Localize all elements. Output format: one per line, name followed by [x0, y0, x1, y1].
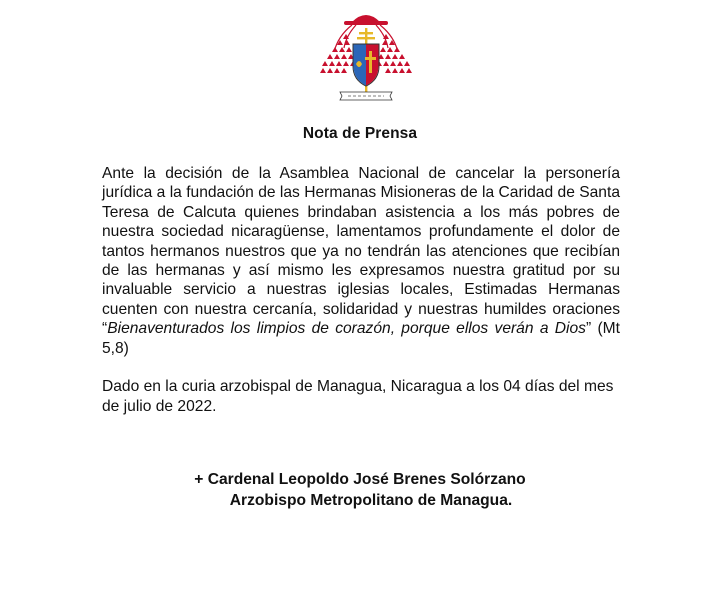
signature-block: [0, 469, 720, 511]
galero-brim: [344, 21, 388, 25]
tassels-right: [376, 34, 412, 73]
document-title: Nota de Prensa: [302, 125, 418, 142]
shield-cross: [369, 51, 372, 73]
bible-quote: Bienaventurados los limpios de corazón, porque ellos verán a Dios: [107, 320, 586, 338]
coat-of-arms-icon: [318, 6, 414, 106]
signer-name: + Cardenal Leopoldo José Brenes Solórzano: [194, 471, 526, 488]
press-release-body: [102, 164, 620, 358]
cross-bar-bottom: [357, 37, 375, 39]
closing-date-line: Dado en la curia arzobispal de Managua, Nicaragua a los 04 días del mes de julio de 2022.: [102, 378, 614, 415]
cross-bar-top: [359, 32, 373, 34]
body-part-2: ” (Mt 5,8): [102, 320, 620, 357]
shield-cross-bar: [365, 57, 376, 60]
shield-right-half: [366, 45, 379, 86]
body-part-1: Ante la decisión de la Asamblea Nacional de cancelar la personería jurídica a la fundación de las Hermanas Misioneras de la Caridad de Santa Teresa de Calcuta quienes brindaban asistencia a los más pobres de nuestra sociedad nicaragüense, lamentamos profundamente el dolor de tantos hermanos nuestros que ya no tendrán las atenciones que recibían de las hermanas y así mismo les expresamos nuestra gratitud por su invaluable servicio a nuestras iglesias locales, Estimadas Hermanas cuenten con nuestra cercanía, solidaridad y nuestras humildes oraciones “: [102, 165, 620, 338]
galero-hat: [352, 15, 380, 22]
tassels-left: [320, 34, 356, 73]
signer-title: Arzobispo Metropolitano de Managua.: [229, 492, 513, 509]
